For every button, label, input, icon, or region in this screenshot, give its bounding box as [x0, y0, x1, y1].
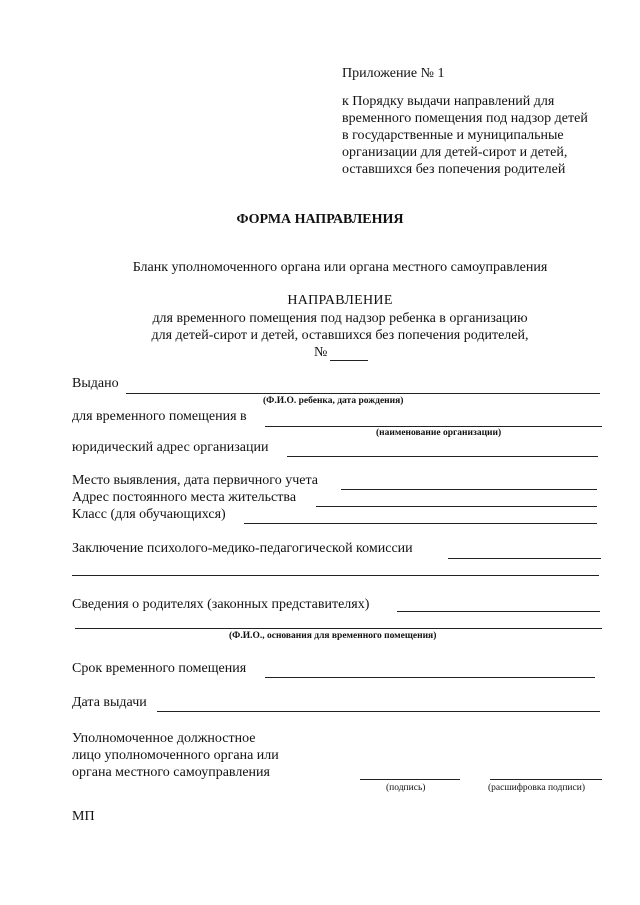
blank-text: Бланк уполномоченного органа или органа местного самоуправления [132, 260, 548, 275]
parents-field-line2 [75, 628, 602, 629]
grade-label: Класс (для обучающихся) [72, 507, 226, 522]
referral-line: для временного помещения под надзор ребенка в организацию [152, 311, 528, 326]
term-label: Срок временного помещения [72, 661, 247, 676]
term-field [265, 677, 595, 678]
signature-decode-field [490, 779, 602, 780]
commission-label: Заключение психолого-медико-педагогической комиссии [72, 541, 413, 556]
parents-field [397, 611, 600, 612]
signature-decode-hint: (расшифровка подписи) [488, 783, 585, 793]
issued-hint: (Ф.И.О. ребенка, дата рождения) [263, 396, 404, 406]
placement-hint: (наименование организации) [376, 428, 502, 438]
appendix-line: организации для детей-сирот и детей, [342, 145, 568, 160]
parents-label: Сведения о родителях (законных представителях) [72, 597, 370, 612]
residence-field [316, 506, 597, 507]
grade-field [244, 523, 597, 524]
legal-address-label: юридический адрес организации [72, 440, 269, 455]
commission-field-line2 [72, 575, 599, 576]
issue-date-label: Дата выдачи [72, 695, 147, 710]
referral-heading: НАПРАВЛЕНИЕ [287, 293, 393, 308]
appendix-line: в государственные и муниципальные [342, 128, 564, 143]
appendix-line: временного помещения под надзор детей [342, 111, 588, 126]
referral-line: для детей-сирот и детей, оставшихся без попечения родителей, [151, 328, 529, 343]
placement-field [265, 426, 602, 427]
number-field [330, 360, 368, 361]
issued-label: Выдано [72, 376, 119, 391]
appendix-line: оставшихся без попечения родителей [342, 162, 566, 177]
legal-address-field [287, 456, 598, 457]
number-label: № [314, 345, 328, 360]
signature-field [360, 779, 460, 780]
official-line: органа местного самоуправления [72, 765, 270, 780]
form-title: ФОРМА НАПРАВЛЕНИЯ [236, 212, 404, 227]
detection-field [341, 489, 597, 490]
issue-date-field [157, 711, 600, 712]
detection-label: Место выявления, дата первичного учета [72, 473, 318, 488]
official-line: Уполномоченное должностное [72, 731, 256, 746]
placement-label: для временного помещения в [72, 409, 247, 424]
residence-label: Адрес постоянного места жительства [72, 490, 297, 505]
issued-field [126, 393, 600, 394]
stamp-label: МП [72, 809, 95, 824]
commission-field [448, 558, 601, 559]
appendix-line: к Порядку выдачи направлений для [342, 94, 555, 109]
parents-hint: (Ф.И.О., основания для временного помещения) [229, 631, 437, 641]
signature-hint: (подпись) [386, 783, 426, 793]
official-line: лицо уполномоченного органа или [72, 748, 279, 763]
appendix-title: Приложение № 1 [342, 66, 445, 81]
